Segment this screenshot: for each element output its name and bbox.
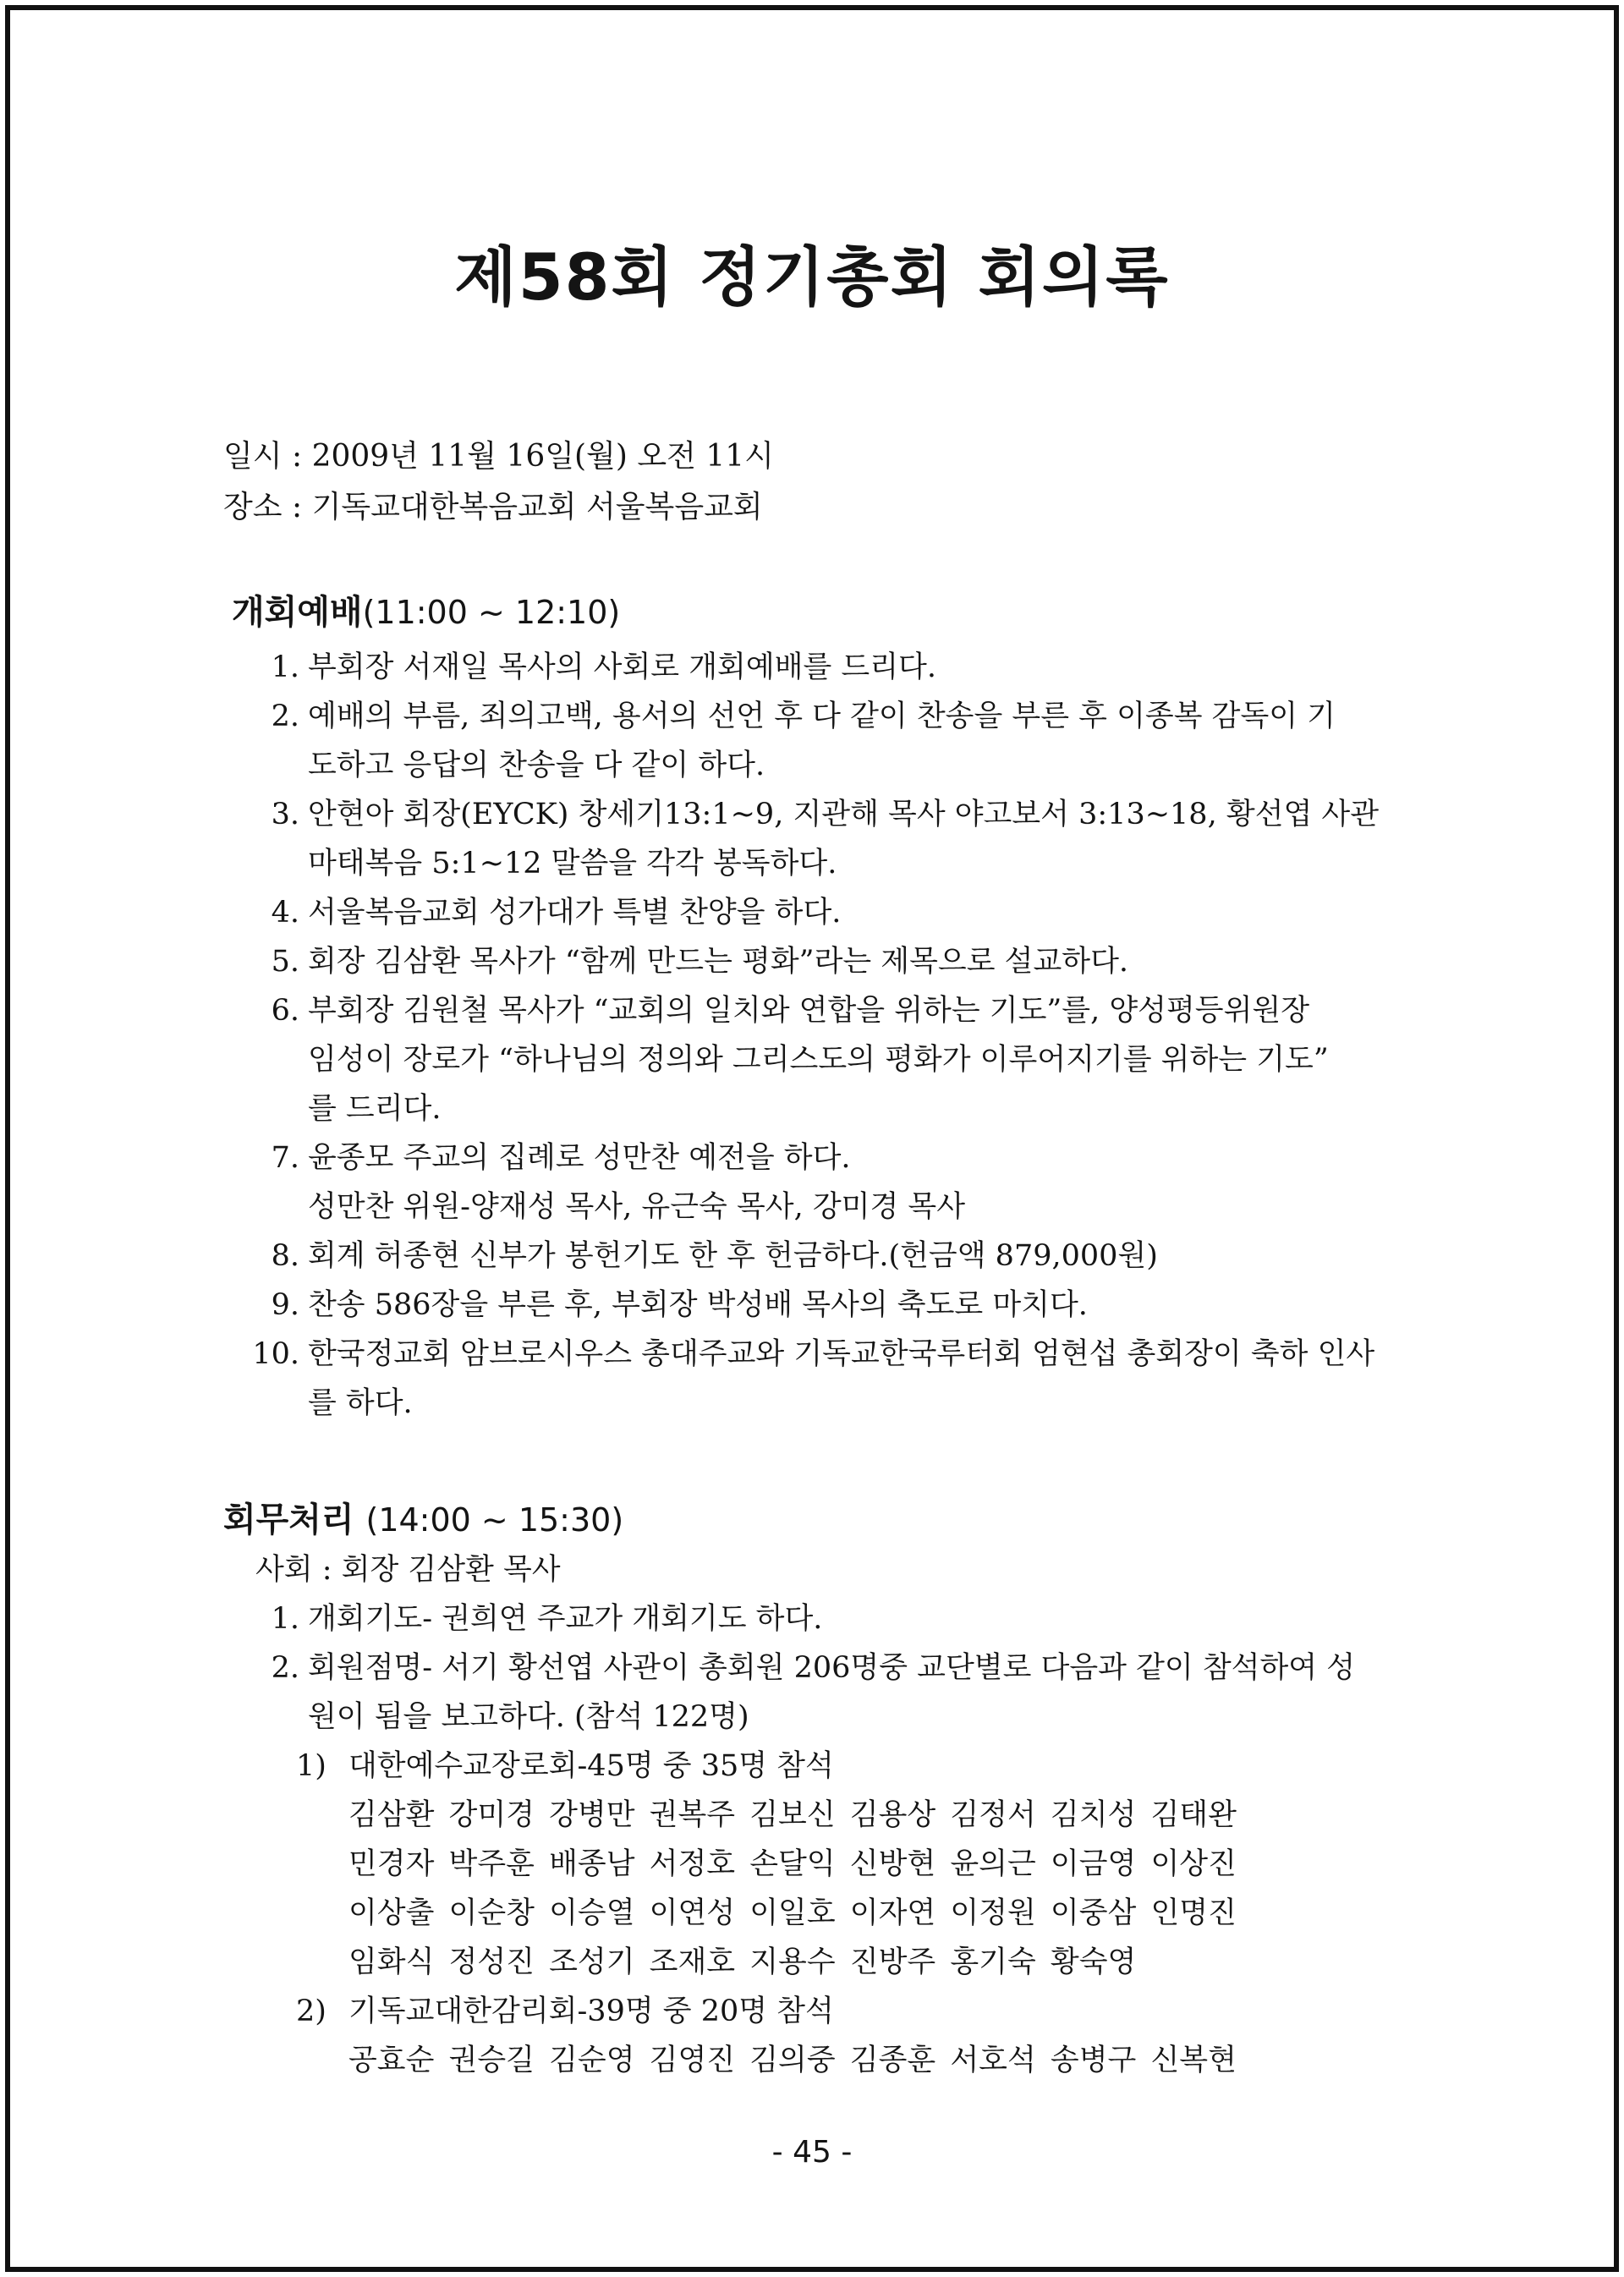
section-time: (14:00 ~ 15:30) [365, 1501, 624, 1539]
item-line: 를 하다. [308, 1386, 413, 1420]
item-line: 회장 김삼환 목사가 “함께 만드는 평화”라는 제목으로 설교하다. [308, 945, 1129, 979]
list-item [255, 937, 1423, 986]
document-title: 제58회 정기총회 회의록 [454, 239, 1170, 315]
item-number: 1. [271, 650, 299, 684]
section-opening-worship-title [232, 585, 620, 634]
section-time: (11:00 ~ 12:10) [362, 594, 621, 631]
list-item [255, 1594, 1423, 1643]
item-line: 예배의 부름, 죄의고백, 용서의 선언 후 다 같이 찬송을 부른 후 이종복 감독이 기 [308, 700, 1336, 733]
item-number: 2. [271, 1651, 299, 1685]
business-list [255, 1545, 1423, 2085]
subitem-number: 1) [296, 1749, 326, 1783]
item-line: 원이 됨을 보고하다. (참석 122명) [308, 1700, 749, 1734]
item-number: 6. [271, 994, 299, 1028]
attendee-names-row: 이상출 이순창 이승열 이연성 이일호 이자연 이정원 이중삼 인명진 [348, 1896, 1237, 1930]
item-line: 윤종모 주교의 집례로 성만찬 예전을 하다. [308, 1141, 851, 1175]
item-number: 9. [271, 1288, 299, 1322]
page-number: - 45 - [771, 2135, 853, 2170]
item-line: 회계 허종현 신부가 봉헌기도 한 후 헌금하다.(헌금액 879,000원) [308, 1239, 1158, 1273]
item-number: 5. [271, 945, 299, 979]
list-item [255, 1232, 1423, 1281]
list-item [255, 1643, 1423, 1742]
section-business-title [223, 1493, 623, 1541]
item-line: 임성이 장로가 “하나님의 정의와 그리스도의 평화가 이루어지기를 위하는 기도” [308, 1043, 1329, 1077]
subitem-number: 2) [296, 1994, 326, 2028]
item-number: 8. [271, 1239, 299, 1273]
denomination-entry [255, 1987, 1423, 2036]
document-page [10, 10, 1614, 2267]
meeting-place: 장소 : 기독교대한복음교회 서울복음교회 [223, 490, 763, 524]
item-number: 10. [252, 1337, 299, 1371]
meeting-meta [223, 431, 774, 533]
attendee-names-row: 김삼환 강미경 강병만 권복주 김보신 김용상 김정서 김치성 김태완 [348, 1798, 1237, 1832]
list-item [255, 1133, 1423, 1232]
section-title-text: 회무처리 [223, 1501, 354, 1539]
item-line: 부회장 김원철 목사가 “교회의 일치와 연합을 위하는 기도”를, 양성평등위원장 [308, 994, 1310, 1028]
item-line: 성만찬 위원-양재성 목사, 유근숙 목사, 강미경 목사 [308, 1190, 966, 1224]
attendee-names-row: 임화식 정성진 조성기 조재호 지용수 진방주 홍기숙 황숙영 [348, 1945, 1137, 1979]
item-line: 회원점명- 서기 황선엽 사관이 총회원 206명중 교단별로 다음과 같이 참석하여 성 [308, 1651, 1355, 1685]
item-number: 2. [271, 700, 299, 733]
item-line: 마태복음 5:1~12 말씀을 각각 봉독하다. [308, 847, 837, 881]
denomination-label: 대한예수교장로회-45명 중 35명 참석 [348, 1749, 834, 1783]
item-number: 7. [271, 1141, 299, 1175]
item-line: 부회장 서재일 목사의 사회로 개회예배를 드리다. [308, 650, 936, 684]
list-item [255, 692, 1423, 790]
denomination-label: 기독교대한감리회-39명 중 20명 참석 [348, 1994, 834, 2028]
denomination-entry [255, 1742, 1423, 1791]
list-item [252, 1330, 1423, 1428]
item-number: 4. [271, 896, 299, 930]
item-number: 1. [271, 1602, 299, 1636]
page-frame [5, 5, 1619, 2272]
section-title-text: 개회예배 [232, 593, 363, 632]
item-line: 서울복음교회 성가대가 특별 찬양을 하다. [308, 896, 842, 930]
attendee-names-row: 공효순 권승길 김순영 김영진 김의중 김종훈 서호석 송병구 신복현 [348, 2044, 1237, 2077]
list-item [255, 1281, 1423, 1330]
item-line: 개회기도- 권희연 주교가 개회기도 하다. [308, 1602, 823, 1636]
session-chair: 사회 : 회장 김삼환 목사 [255, 1553, 561, 1587]
list-item [255, 888, 1423, 937]
list-item [255, 643, 1423, 692]
item-line: 를 드리다. [308, 1092, 442, 1126]
opening-worship-list [252, 643, 1423, 1428]
meeting-date: 일시 : 2009년 11월 16일(월) 오전 11시 [223, 439, 774, 474]
list-item [255, 790, 1423, 888]
item-number: 3. [271, 798, 299, 831]
item-line: 한국정교회 암브로시우스 총대주교와 기독교한국루터회 엄현섭 총회장이 축하 인사 [308, 1337, 1375, 1371]
item-line: 안현아 회장(EYCK) 창세기13:1~9, 지관해 목사 야고보서 3:13~18, 황선엽 사관 [308, 798, 1380, 831]
list-item [255, 986, 1423, 1133]
item-line: 찬송 586장을 부른 후, 부회장 박성배 목사의 축도로 마치다. [308, 1288, 1088, 1322]
item-line: 도하고 응답의 찬송을 다 같이 하다. [308, 749, 765, 782]
attendee-names-row: 민경자 박주훈 배종남 서정호 손달익 신방현 윤의근 이금영 이상진 [348, 1847, 1237, 1881]
